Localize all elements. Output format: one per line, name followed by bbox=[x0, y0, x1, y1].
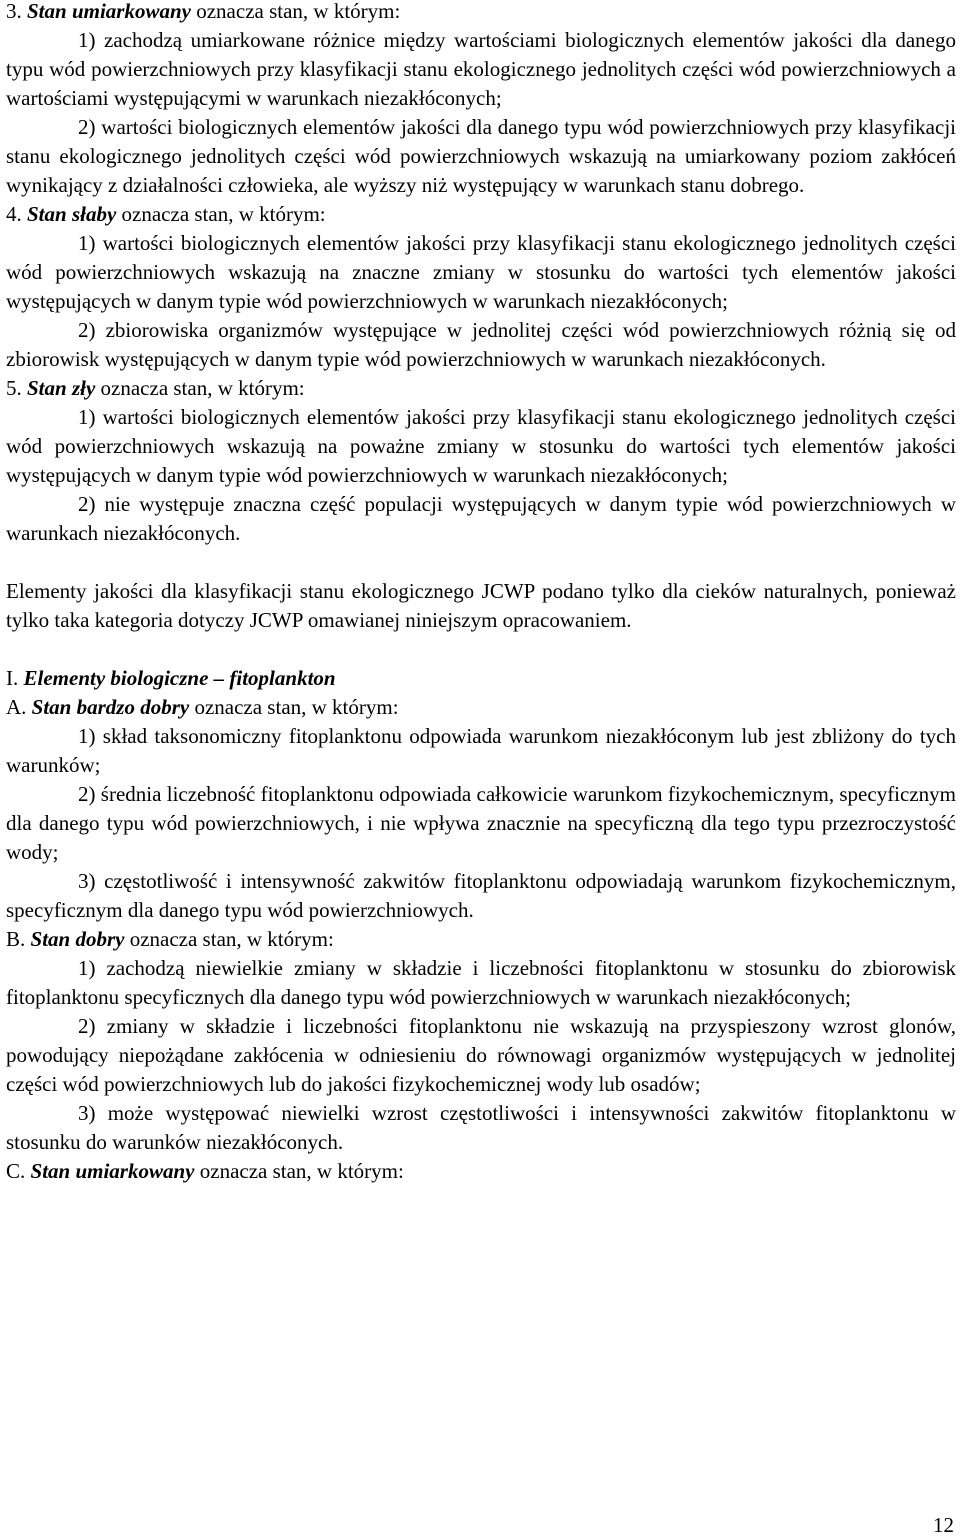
subsection-a-label: Stan bardzo dobry bbox=[31, 695, 190, 719]
section-5-item-2: 2) nie występuje znaczna część populacji występujących w danym typie wód powierzchniowych w warunkach niezakłóconych. bbox=[6, 492, 956, 545]
subsection-b-label: Stan dobry bbox=[30, 927, 125, 951]
chapter-heading-title: Elementy biologiczne – fitoplankton bbox=[23, 666, 336, 690]
section-3-item-1: 1) zachodzą umiarkowane różnice między wartościami biologicznych elementów jakości dla danego typu wód powierzchniowych przy klasyfikacji stanu ekologicznego jednolitych części wód powierzchniowych a wartościami występującymi w warunkach niezakłóconych; bbox=[6, 28, 956, 110]
subsection-b-heading: B. Stan dobry oznacza stan, w którym: bbox=[6, 927, 334, 951]
document-page bbox=[6, 0, 956, 1186]
subsection-a-item-2: 2) średnia liczebność fitoplanktonu odpowiada całkowicie warunkom fizykochemicznym, specyficznym dla danego typu wód powierzchniowych, i nie wpływa znacznie na specyficzną dla tego typu przezroczystość wody; bbox=[6, 782, 956, 864]
section-4-heading: 4. Stan słaby oznacza stan, w którym: bbox=[6, 202, 326, 226]
subsection-a-item-3: 3) częstotliwość i intensywność zakwitów fitoplanktonu odpowiadają warunkom fizykochemicznym, specyficznym dla danego typu wód powierzchniowych. bbox=[6, 869, 956, 922]
section-3-heading: 3. Stan umiarkowany oznacza stan, w którym: bbox=[6, 0, 401, 23]
section-4-label: Stan słaby bbox=[27, 202, 117, 226]
section-3-item-2: 2) wartości biologicznych elementów jakości dla danego typu wód powierzchniowych przy klasyfikacji stanu ekologicznego jednolitych części wód powierzchniowych wskazują na umiarkowany poziom zakłóceń wynikający z działalności człowieka, ale wyższy niż występujący w warunkach stanu dobrego. bbox=[6, 115, 956, 197]
subsection-b-item-3: 3) może występować niewielki wzrost częstotliwości i intensywności zakwitów fitoplanktonu w stosunku do warunków niezakłóconych. bbox=[6, 1101, 956, 1154]
subsection-a-heading: A. Stan bardzo dobry oznacza stan, w którym: bbox=[6, 695, 399, 719]
chapter-heading: I. Elementy biologiczne – fitoplankton bbox=[6, 666, 336, 690]
section-4-item-2: 2) zbiorowiska organizmów występujące w jednolitej części wód powierzchniowych różnią się od zbiorowisk występujących w danym typie wód powierzchniowych w warunkach niezakłóconych. bbox=[6, 318, 956, 371]
section-4-item-1: 1) wartości biologicznych elementów jakości przy klasyfikacji stanu ekologicznego jednolitych części wód powierzchniowych wskazują na znaczne zmiany w stosunku do wartości tych elementów jakości występujących w danym typie wód powierzchniowych w warunkach niezakłóconych; bbox=[6, 231, 956, 313]
note-paragraph: Elementy jakości dla klasyfikacji stanu ekologicznego JCWP podano tylko dla cieków naturalnych, ponieważ tylko taka kategoria dotyczy JCWP omawianej niniejszym opracowaniem. bbox=[6, 579, 956, 632]
subsection-b-item-1: 1) zachodzą niewielkie zmiany w składzie i liczebności fitoplanktonu w stosunku do zbiorowisk fitoplanktonu specyficznych dla danego typu wód powierzchniowych w warunkach niezakłóconych; bbox=[6, 956, 956, 1009]
subsection-a-item-1: 1) skład taksonomiczny fitoplanktonu odpowiada warunkom niezakłóconym lub jest zbliżony do tych warunków; bbox=[6, 724, 956, 777]
subsection-c-heading: C. Stan umiarkowany oznacza stan, w którym: bbox=[6, 1159, 404, 1183]
section-5-heading: 5. Stan zły oznacza stan, w którym: bbox=[6, 376, 305, 400]
section-5-item-1: 1) wartości biologicznych elementów jakości przy klasyfikacji stanu ekologicznego jednolitych części wód powierzchniowych wskazują na poważne zmiany w stosunku do wartości tych elementów jakości występujących w danym typie wód powierzchniowych w warunkach niezakłóconych; bbox=[6, 405, 956, 487]
section-5-label: Stan zły bbox=[27, 376, 96, 400]
page-number: 12 bbox=[933, 1513, 954, 1537]
section-3-label: Stan umiarkowany bbox=[27, 0, 191, 23]
subsection-c-label: Stan umiarkowany bbox=[30, 1159, 195, 1183]
subsection-b-item-2: 2) zmiany w składzie i liczebności fitoplanktonu nie wskazują na przyspieszony wzrost glonów, powodujący niepożądane zakłócenia w odniesieniu do równowagi organizmów występujących w jednolitej części wód powierzchniowych lub do jakości fizykochemicznej wody lub osadów; bbox=[6, 1014, 956, 1096]
